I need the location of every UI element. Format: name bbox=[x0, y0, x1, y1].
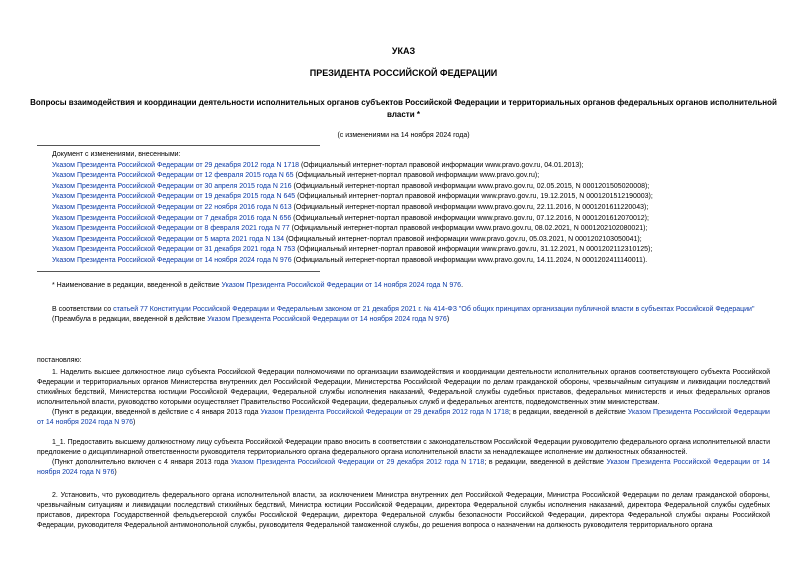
paragraph-1-text: 1. Наделить высшее должностное лицо субъекта Российской Федерации полномочиями по организации взаимодействия и координации деятельности исполнительных органов соответствующего субъекта Российской Федерации и территориальных органов Министерства внутренних дел Российской Федерации, Министерства Российской Федерации по делам гражданской обороны, чрезвычайным ситуациям и ликвидации последствий стихийных бедствий, Министерства юстиции Российской Федерации, Федеральной службы исполнения наказаний, Федеральной службы судебных приставов, федеральных министерств и иных федеральных органов исполнительной власти, руководство которыми осуществляет Правительство Российской Федерации, федеральных служб и федеральных агентств, подведомственных этим министерствам. bbox=[37, 369, 770, 406]
amendment-source: (Официальный интернет-портал правовой информации www.pravo.gov.ru, 04.01.2013); bbox=[299, 161, 584, 169]
paragraph-1-1-note bbox=[37, 458, 770, 478]
amendment-item bbox=[52, 256, 792, 267]
amendment-link[interactable]: Указом Президента Российской Федерации от 22 ноября 2016 года N 613 bbox=[52, 203, 292, 211]
note-lead: (Пункт в редакции, введенной в действие с 4 января 2013 года bbox=[52, 409, 261, 416]
footnote-link[interactable]: Указом Президента Российской Федерации от 14 ноября 2024 года N 976 bbox=[221, 282, 462, 289]
divider-bottom bbox=[37, 271, 320, 272]
decree-text: постановляю: bbox=[37, 357, 82, 364]
amendment-item bbox=[52, 182, 792, 193]
amendment-source: (Официальный интернет-портал правовой информации www.pravo.gov.ru); bbox=[293, 172, 540, 180]
amendment-item bbox=[52, 203, 792, 214]
amendment-item bbox=[52, 245, 792, 256]
amendment-link[interactable]: Указом Президента Российской Федерации от 31 декабря 2021 года N 753 bbox=[52, 246, 296, 254]
paragraph-1-note bbox=[37, 408, 770, 428]
paragraph-1-1-text: 1_1. Предоставить высшему должностному лицу субъекта Российской Федерации право вносить в соответствии с законодательством Российской Федерации руководителю федерального органа исполнительной власти предложение о дисциплинарной ответственности руководителя территориального органа федерального органа исполнительной власти за ненадлежащее исполнение им должностных обязанностей. bbox=[37, 439, 770, 456]
amendment-item bbox=[52, 235, 792, 246]
paragraph-2-text: 2. Установить, что руководитель федерального органа исполнительной власти, за исключением Министра внутренних дел Российской Федерации, Министра Российской Федерации по делам гражданской обороны, чрезвычайным ситуациям и ликвидации последствий стихийных бедствий, Министра юстиции Российской Федерации, директора Федеральной службы исполнения наказаний, директора Федеральной службы судебных приставов, директора Государственной фельдъегерской службы Российской Федерации, директора Федеральной службы безопасности Российской Федерации, директора Федеральной службы охраны Российской Федерации, руководителя Федеральной антимонопольной службы, руководителя Федеральной таможенной службы, до решения вопроса о назначении на должность руководителя территориального органа bbox=[37, 492, 770, 529]
preamble-lead: В соответствии со bbox=[52, 306, 114, 313]
amendment-source: (Официальный интернет-портал правовой информации www.pravo.gov.ru, 07.12.2016, N 0001201612070012); bbox=[291, 214, 649, 222]
amendment-link[interactable]: Указом Президента Российской Федерации от 14 ноября 2024 года N 976 bbox=[52, 256, 292, 264]
preamble-note-link[interactable]: Указом Президента Российской Федерации от 14 ноября 2024 года N 976 bbox=[207, 316, 447, 323]
amendment-item bbox=[52, 171, 792, 182]
preamble-note bbox=[37, 315, 770, 325]
preamble bbox=[37, 305, 770, 325]
amendment-link[interactable]: Указом Президента Российской Федерации от 5 марта 2021 года N 134 bbox=[52, 235, 284, 243]
amendment-link[interactable]: Указом Президента Российской Федерации от 8 февраля 2021 года N 77 bbox=[52, 225, 290, 233]
divider-top bbox=[37, 145, 320, 146]
note-link-976[interactable]: Указом Президента Российской Федерации от 14 ноября 2024 года N 976 bbox=[37, 459, 770, 476]
amendment-source: (Официальный интернет-портал правовой информации www.pravo.gov.ru, 05.03.2021, N 0001202103050041); bbox=[284, 235, 642, 243]
document-title: Вопросы взаимодействия и координации деятельности исполнительных органов субъектов Российской Федерации и территориальных органов федеральных органов исполнительной власти * bbox=[30, 98, 777, 119]
footnote-end: . bbox=[461, 282, 464, 289]
preamble-text bbox=[37, 305, 770, 315]
note-link-1718[interactable]: Указом Президента Российской Федерации от 29 декабря 2012 года N 1718 bbox=[230, 459, 485, 466]
amendment-source: (Официальный интернет-портал правовой информации www.pravo.gov.ru, 31.12.2021, N 0001202112310125); bbox=[295, 246, 653, 254]
issuer-heading: ПРЕЗИДЕНТА РОССИЙСКОЙ ФЕДЕРАЦИИ bbox=[309, 68, 498, 78]
amendment-item bbox=[52, 161, 792, 172]
title-footnote bbox=[52, 281, 792, 291]
amendments-intro: Документ с изменениями, внесенными: bbox=[52, 151, 181, 158]
note-end: ) bbox=[114, 469, 117, 476]
preamble-note-lead: (Преамбула в редакции, введенной в действие bbox=[52, 316, 208, 323]
amendment-link[interactable]: Указом Президента Российской Федерации от 29 декабря 2012 года N 1718 bbox=[52, 161, 300, 169]
amendment-link[interactable]: Указом Президента Российской Федерации от 30 апреля 2015 года N 216 bbox=[52, 182, 292, 190]
amendment-item bbox=[52, 192, 792, 203]
paragraph-2 bbox=[37, 491, 770, 531]
note-lead: (Пункт дополнительно включен с 4 января 2013 года bbox=[52, 459, 231, 466]
paragraph-1 bbox=[37, 368, 770, 428]
paragraph-1-1 bbox=[37, 438, 770, 478]
amendment-item bbox=[52, 214, 792, 225]
amendment-source: (Официальный интернет-портал правовой информации www.pravo.gov.ru, 02.05.2015, N 0001201505020008); bbox=[291, 182, 650, 190]
decree-word bbox=[37, 356, 770, 366]
amendment-link[interactable]: Указом Президента Российской Федерации от 19 декабря 2015 года N 645 bbox=[52, 193, 296, 201]
note-link-976[interactable]: Указом Президента Российской Федерации от 14 ноября 2024 года N 976 bbox=[37, 409, 770, 426]
preamble-link[interactable]: статьей 77 Конституции Российской Федерации и Федеральным законом от 21 декабря 2021 г. № 414-ФЗ "Об общих принципах организации публичной власти в субъектах Российской Федерации" bbox=[113, 306, 755, 313]
amendment-source: (Официальный интернет-портал правовой информации www.pravo.gov.ru, 19.12.2015, N 0001201512190003); bbox=[295, 193, 653, 201]
note-mid: ; в редакции, введенной в действие bbox=[508, 409, 628, 416]
document-type-heading: УКАЗ bbox=[391, 46, 416, 56]
edition-note: (с изменениями на 14 ноября 2024 года) bbox=[337, 132, 470, 139]
amendment-link[interactable]: Указом Президента Российской Федерации от 7 декабря 2016 года N 656 bbox=[52, 214, 292, 222]
amendment-link[interactable]: Указом Президента Российской Федерации от 12 февраля 2015 года N 65 bbox=[52, 172, 294, 180]
footnote-text: * Наименование в редакции, введенной в действие bbox=[52, 282, 222, 289]
preamble-note-end: ) bbox=[446, 316, 450, 323]
amendment-item bbox=[52, 224, 792, 235]
amendments-list bbox=[52, 150, 792, 267]
note-end: ) bbox=[133, 419, 136, 426]
amendment-source: (Официальный интернет-портал правовой информации www.pravo.gov.ru, 14.11.2024, N 0001202411140011). bbox=[291, 256, 648, 264]
note-link-1718[interactable]: Указом Президента Российской Федерации от 29 декабря 2012 года N 1718 bbox=[260, 409, 509, 416]
amendment-source: (Официальный интернет-портал правовой информации www.pravo.gov.ru, 22.11.2016, N 0001201611220043); bbox=[291, 203, 649, 211]
amendment-source: (Официальный интернет-портал правовой информации www.pravo.gov.ru, 08.02.2021, N 0001202102080021); bbox=[289, 225, 648, 233]
note-mid: ; в редакции, введенной в действие bbox=[484, 459, 607, 466]
